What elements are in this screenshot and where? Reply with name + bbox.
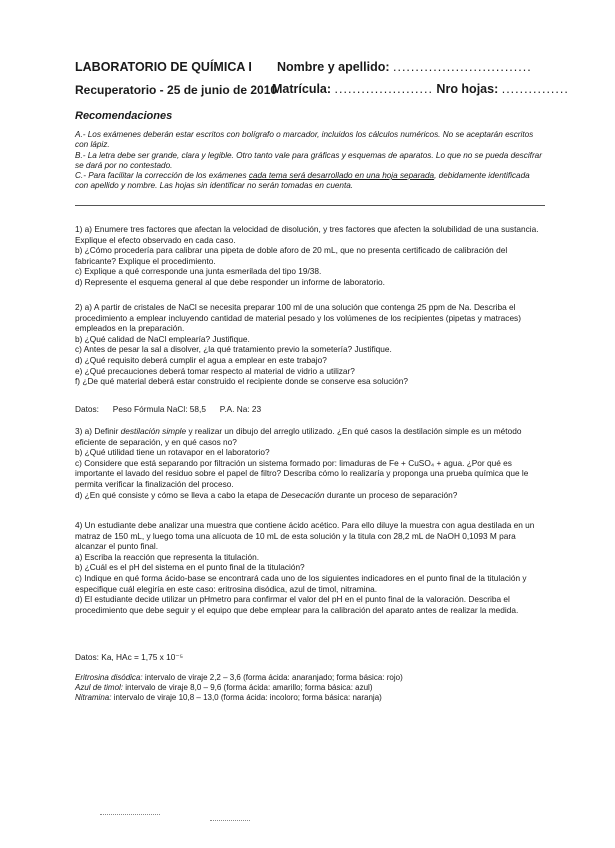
- q2-datos: Datos: Peso Fórmula NaCl: 58,5 P.A. Na: 23: [75, 404, 262, 414]
- q3-c: c) Considere que está separando por filtración un sistema formado por: limaduras de Fe + CuSO₄ + agua. ¿Por qué es importante el lavado del residuo sobre el papel de filtro? Describa cómo lo realizaría y proponga una prueba química que le permita verificar la finalización del proceso.: [75, 457, 529, 489]
- scan-smudge: [100, 814, 160, 815]
- question-1: [75, 224, 547, 288]
- q4-b: b) ¿Cuál es el pH del sistema en el punto final de la titulación?: [75, 562, 305, 573]
- q2-a: 2) a) A partir de cristales de NaCl se necesita preparar 100 ml de una solución que contenga 25 ppm de Na. Describa el procedimiento a emplear incluyendo cantidad de material pesado y los volúmenes de los recipientes (pipetas y matraces) empleados en la preparación.: [75, 302, 521, 334]
- recomendacion-c: [75, 171, 545, 192]
- q1-c: c) Explique a qué corresponde una junta esmerilada del tipo 19/38.: [75, 266, 322, 277]
- q1-a: 1) a) Enumere tres factores que afectan la velocidad de disolución, y tres factores que afecten la solubilidad de una sustancia. Explique el efecto observado en cada caso.: [75, 224, 539, 245]
- q3-a: [75, 426, 547, 447]
- exam-subtitle: [75, 83, 277, 97]
- question-3: [75, 426, 547, 500]
- matricula-fill: ......................: [334, 82, 433, 96]
- recomendaciones-list: [75, 130, 545, 192]
- indicador-name: Eritrosina disódica:: [75, 673, 143, 682]
- name-field: [277, 60, 532, 74]
- recomendacion-c-start: C.- Para facilitar la corrección de los exámenes: [75, 171, 247, 181]
- q3-d-term: Desecación: [281, 489, 325, 500]
- recomendacion-a: A.- Los exámenes deberán estar escritos con bolígrafo o marcador, incluidos los cálculos numéricos. No se aceptarán escritos con lápiz.: [75, 130, 534, 150]
- q1-d: d) Represente el esquema general al que debe responder un informe de laboratorio.: [75, 276, 385, 287]
- hojas-fill: ...............: [501, 82, 569, 96]
- q3-d-start: d) ¿En qué consiste y cómo se lleva a cabo la etapa de: [75, 489, 282, 500]
- q4-intro: 4) Un estudiante debe analizar una muestra que contiene ácido acético. Para ello diluye la muestra con agua destilada en un matraz de 150 mL, y luego toma una alícuota de 10 mL de esta solución y la titula con 28,2 mL de NaOH 0,1093 M para alcanzar el punto final.: [75, 520, 535, 552]
- q3-a-end: y realizar un dibujo del arreglo utilizado. ¿En qué casos la destilación simple es un método eficiente de separación, y en qué casos no?: [75, 426, 522, 447]
- recomendacion-b: B.- La letra debe ser grande, clara y legible. Otro tanto vale para gráficas y esquemas de aparatos. Lo que no se pueda descifrar se dará por no contestado.: [75, 150, 542, 170]
- divider: [75, 205, 545, 206]
- q3-a-term: destilación simple: [120, 426, 187, 436]
- question-2: [75, 302, 547, 387]
- recomendacion-c-end: , debidamente identificada con apellido y nombre. Las hojas sin identificar no serán tomadas en cuenta.: [75, 171, 530, 191]
- indicador-nitramina: [75, 693, 545, 703]
- q2-f: f) ¿De qué material deberá estar construido el recipiente donde se conserve esa solución?: [75, 376, 408, 387]
- q2-d: d) ¿Qué requisito deberá cumplir el agua a emplear en este trabajo?: [75, 354, 327, 365]
- q3-d-end: durante un proceso de separación?: [324, 489, 458, 500]
- matricula-label: Matrícula:: [272, 82, 332, 96]
- q4-d: d) El estudiante decide utilizar un pHmetro para confirmar el valor del pH en el punto final de la valoración. Describa el procedimiento que debe seguir y el equipo que debe emplear para la calibración del aparato antes de realizar la medida.: [75, 594, 519, 615]
- q4-c: c) Indique en qué forma ácido-base se encontrará cada uno de los siguientes indicadores en el punto final de la titulación y especifique cuál elegiría en este caso: eritrosina disódica, azul de timol, nitramina.: [75, 572, 527, 594]
- q4-a: a) Escriba la reacción que representa la titulación.: [75, 551, 260, 562]
- indicador-name: Nitramina:: [75, 693, 112, 703]
- indicador-eritrosina: [75, 673, 545, 683]
- indicador-name: Azul de timol:: [75, 683, 124, 693]
- q3-a-start: 3) a) Definir: [75, 426, 121, 436]
- matricula-field: [272, 82, 569, 96]
- indicador-text: intervalo de viraje 10,8 – 13,0 (forma ácida: incoloro; forma básica: naranja): [111, 693, 382, 703]
- name-label: Nombre y apellido:: [277, 60, 390, 74]
- recomendacion-c-underlined: cada tema será desarrollado en una hoja separada: [248, 171, 435, 181]
- exam-title: LABORATORIO DE QUÍMICA I: [75, 60, 252, 74]
- question-4: [75, 520, 547, 615]
- indicadores-list: [75, 673, 545, 704]
- indicador-azul-timol: [75, 683, 545, 693]
- name-fill: ...............................: [393, 60, 532, 74]
- q3-b: b) ¿Qué utilidad tiene un rotavapor en el laboratorio?: [75, 447, 270, 458]
- q2-b: b) ¿Qué calidad de NaCl emplearía? Justifique.: [75, 333, 250, 344]
- scan-smudge: [210, 820, 250, 821]
- q3-d: [75, 490, 547, 501]
- subtitle-text: Recuperatorio - 25 de junio de 2010: [75, 83, 278, 97]
- indicador-text: intervalo de viraje 2,2 – 3,6 (forma ácida: anaranjado; forma básica: rojo): [142, 673, 403, 682]
- indicador-text: intervalo de viraje 8,0 – 9,6 (forma ácida: amarillo; forma básica: azul): [123, 683, 373, 693]
- q2-e: e) ¿Qué precauciones deberá tomar respecto al material de vidrio a utilizar?: [75, 365, 355, 376]
- q1-b: b) ¿Cómo procedería para calibrar una pipeta de doble aforo de 20 mL, que no presenta certificado de calibración del fabricante? Explique el procedimiento.: [75, 245, 508, 266]
- q2-c: c) Antes de pesar la sal a disolver, ¿la qué tratamiento previo la sometería? Justifique.: [75, 344, 392, 355]
- hojas-label: Nro hojas:: [436, 82, 499, 96]
- q4-datos: Datos: Ka, HAc = 1,75 x 10⁻⁵: [75, 652, 184, 662]
- recomendaciones-title: Recomendaciones: [75, 110, 173, 122]
